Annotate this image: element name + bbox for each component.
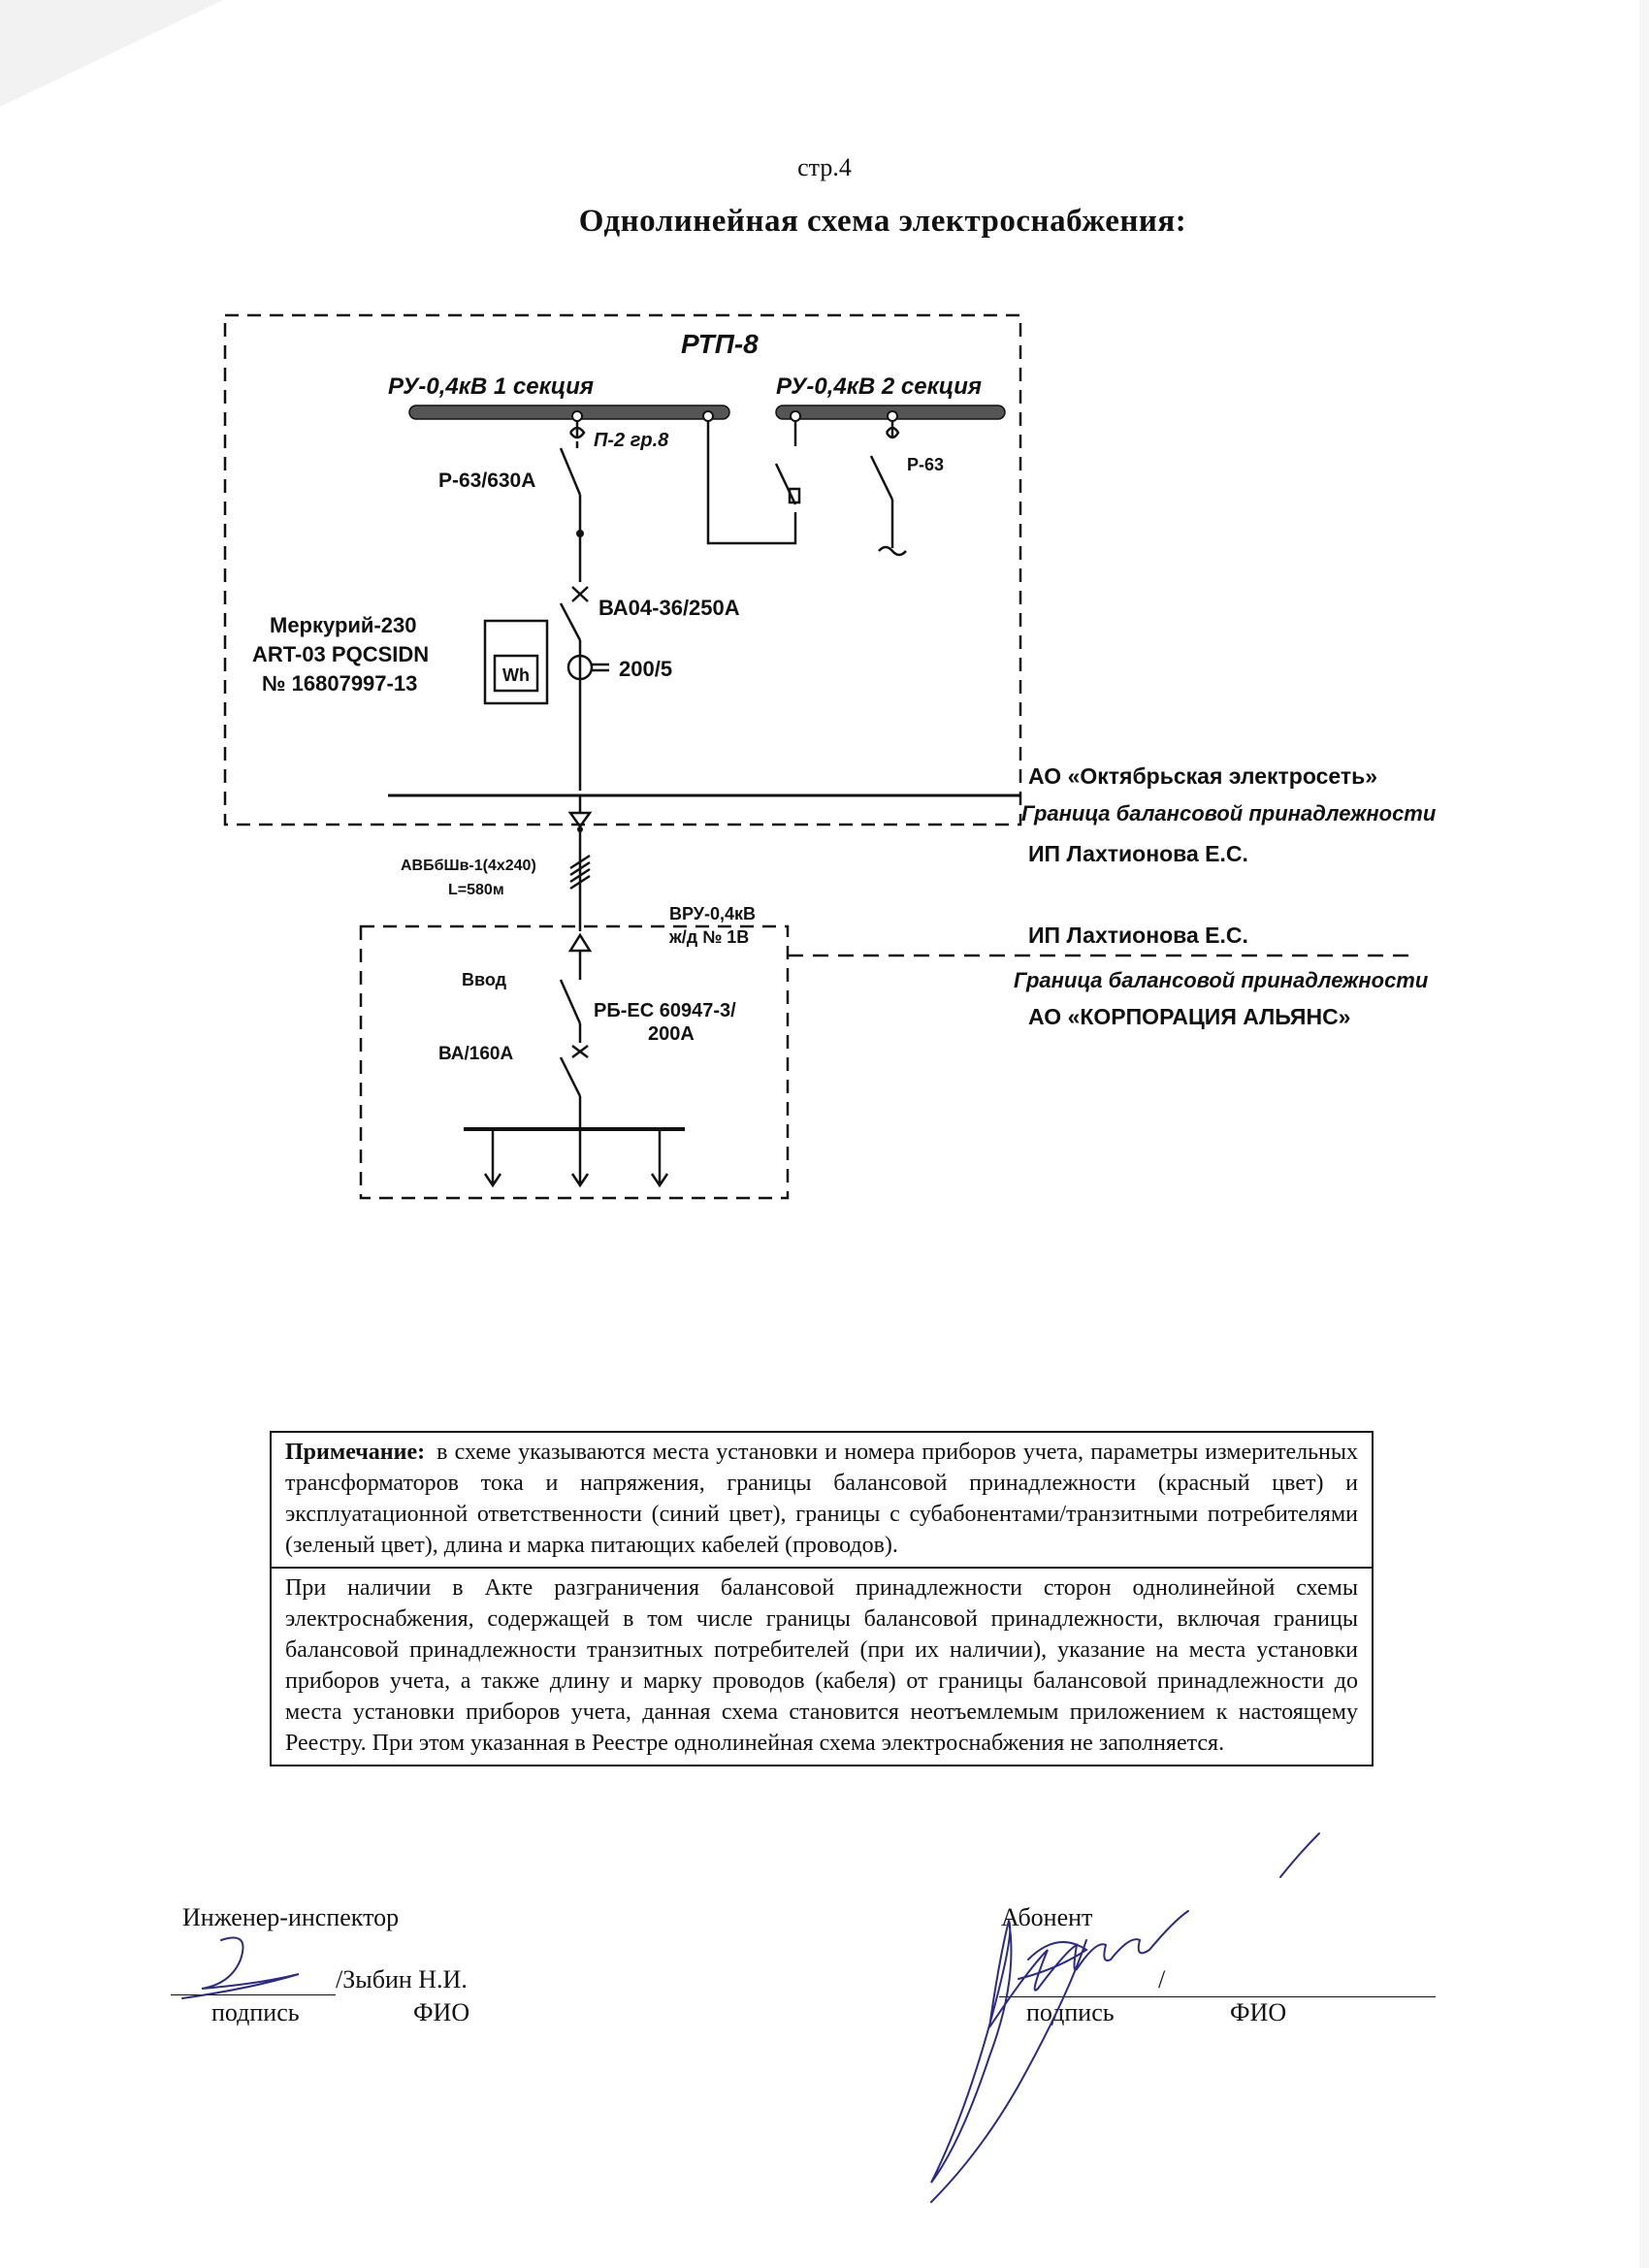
- label-boundary-2: Граница балансовой принадлежности: [1014, 968, 1429, 992]
- label-cable-length: L=580м: [448, 882, 504, 898]
- label-input-switch-2: 200А: [648, 1023, 695, 1045]
- label-org-consumer-2: ИП Лахтионова Е.С.: [1028, 923, 1248, 948]
- label-vru-address: ж/д № 1В: [669, 927, 750, 947]
- label-meter-model-1: Меркурий-230: [270, 613, 417, 637]
- label-org-transit: АО «КОРПОРАЦИЯ АЛЬЯНС»: [1028, 1004, 1351, 1029]
- right-fio-caption: ФИО: [1230, 1998, 1287, 2026]
- label-rtp: РТП-8: [681, 329, 759, 359]
- label-boundary-1: Граница балансовой принадлежности: [1021, 801, 1437, 826]
- left-signature: [182, 1938, 299, 1999]
- label-input: Ввод: [462, 970, 507, 989]
- label-switch-sec2: Р-63: [907, 455, 945, 474]
- label-feeder: П-2 гр.8: [594, 430, 669, 451]
- note-text-2: При наличии в Акте разграничения балансовой принадлежности сторон однолинейной схемы электроснабжения, содержащей в том числе границы балансовой принадлежности, включая границы балансовой принадлежности транзитных потребителей (при их наличии), указание на места установки приборов учета, а также длину и марку проводов (кабеля) от границы балансовой принадлежности до места установки приборов учета, данная схема становится неотъемлемым приложением к настоящему Реестру. При этом указанная в Реестре однолинейная схема электроснабжения не заполняется.: [271, 1568, 1373, 1766]
- label-vru: ВРУ-0,4кВ: [669, 904, 756, 923]
- left-fio-caption: ФИО: [413, 1998, 470, 2026]
- right-role: Абонент: [1001, 1903, 1093, 1931]
- right-slash: /: [1158, 1965, 1166, 1993]
- label-input-breaker: ВА/160А: [438, 1044, 514, 1064]
- right-signature: [931, 1833, 1319, 2202]
- label-meter-serial: № 16807997-13: [262, 671, 418, 696]
- label-cable: АВБбШв-1(4х240): [401, 858, 536, 874]
- left-name: /Зыбин Н.И.: [336, 1965, 468, 1993]
- label-section-2: РУ-0,4кВ 2 секция: [776, 373, 983, 400]
- note-text: в схеме указываются места установки и номера приборов учета, параметры измерительных трансформаторов тока и напряжения, границы балансовой принадлежности (красный цвет) и эксплуатационной ответственности (синий цвет), границы с субабонентами/транзитными потребителями (зеленый цвет), длина и марка питающих кабелей (проводов).: [285, 1440, 1358, 1558]
- label-breaker: ВА04-36/250А: [598, 596, 740, 620]
- label-switch-main: Р-63/630А: [438, 470, 536, 492]
- left-role: Инженер-инспектор: [182, 1903, 400, 1931]
- label-org-supplier: АО «Октябрьская электросеть»: [1028, 763, 1378, 789]
- label-section-1: РУ-0,4кВ 1 секция: [388, 373, 595, 400]
- label-meter-symbol: Wh: [502, 665, 530, 685]
- note-label: Примечание:: [285, 1440, 426, 1465]
- right-sign-caption: подпись: [1026, 1998, 1115, 2026]
- page-number: стр.4: [797, 153, 852, 181]
- label-input-switch-1: РБ-ЕС 60947-3/: [594, 1000, 736, 1021]
- label-ct-ratio: 200/5: [619, 657, 673, 681]
- page-title: Однолинейная схема электроснабжения:: [578, 204, 1187, 239]
- left-sign-caption: подпись: [211, 1998, 300, 2026]
- label-org-consumer-1: ИП Лахтионова Е.С.: [1028, 841, 1248, 866]
- label-meter-model-2: ART-03 PQCSIDN: [252, 642, 430, 666]
